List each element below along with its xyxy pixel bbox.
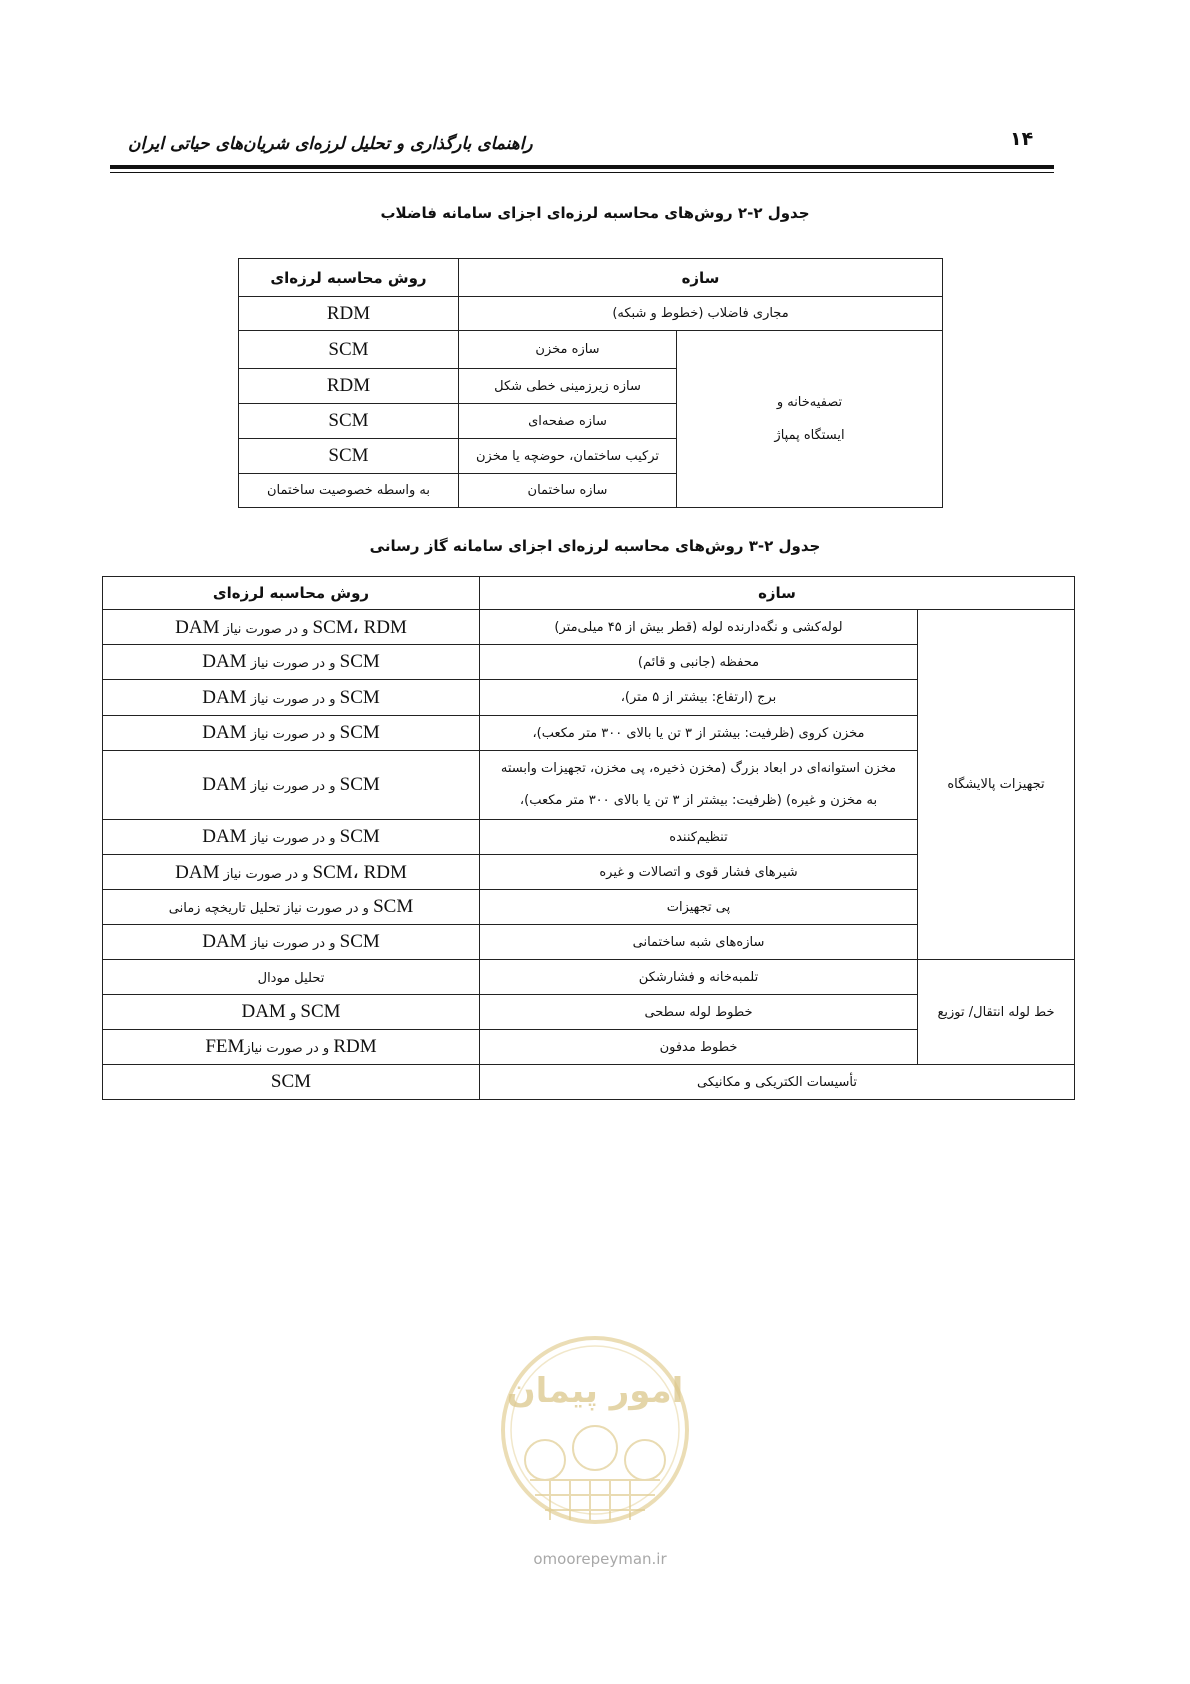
method-text: و در صورت نیاز تحلیل تاریخچه زمانی — [168, 901, 369, 916]
table2-cell-method — [103, 1030, 480, 1065]
table2-header-method: روش محاسبه لرزه‌ای — [103, 577, 480, 610]
method-latin2: DAM — [202, 774, 247, 795]
header-rule-thin — [110, 172, 1054, 173]
table2-cell-method — [103, 890, 480, 925]
table1-cell-method: به واسطه خصوصیت ساختمان — [239, 474, 459, 508]
method-text: و در صورت نیاز — [244, 1041, 330, 1056]
header-rule-thick — [110, 165, 1054, 169]
table1-header-structure: سازه — [459, 259, 943, 297]
method-latin: SCM، RDM — [312, 861, 407, 883]
table2-caption: جدول ۲-۳ روش‌های محاسبه لرزه‌ای اجزای سامانه گاز رسانی — [369, 537, 821, 555]
watermark-site: omoorepeyman.ir — [533, 1550, 667, 1568]
table2-cell-structure: تلمبه‌خانه و فشارشکن — [480, 960, 918, 995]
method-latin: SCM — [339, 722, 380, 743]
table2-cell-structure: لوله‌کشی و نگه‌دارنده لوله (قطر بیش از ۴۵ میلی‌متر) — [480, 610, 918, 645]
method-latin2: FEM — [205, 1036, 245, 1057]
table1-cell-method: RDM — [239, 297, 459, 331]
table2-group2-label: خط لوله انتقال/ توزیع — [918, 960, 1075, 1065]
method-latin2: DAM — [202, 686, 247, 708]
table2-cell-structure: برج (ارتفاع: بیشتر از ۵ متر)، — [480, 680, 918, 716]
table1-cell-structure: مجاری فاضلاب (خطوط و شبکه) — [459, 297, 943, 331]
table2-cell-method — [103, 925, 480, 960]
table1-cell-structure: ترکیب ساختمان، حوضچه یا مخزن — [459, 439, 677, 474]
method-latin2: DAM — [241, 1001, 286, 1022]
method-latin2: DAM — [202, 931, 247, 952]
method-latin: SCM — [339, 651, 380, 672]
table2-cell-structure: تنظیم‌کننده — [480, 820, 918, 855]
table-row — [239, 331, 943, 369]
table2-cell-structure: سازه‌های شبه ساختمانی — [480, 925, 918, 960]
table1-group-label — [677, 331, 943, 508]
method-latin2: DAM — [175, 861, 220, 883]
watermark-logo-text: امور پیمان — [506, 1371, 684, 1411]
table-row — [103, 1065, 1075, 1100]
running-header-title: راهنمای بارگذاری و تحلیل لرزه‌ای شریان‌های حیاتی ایران — [128, 134, 533, 154]
structure-line1: مخزن استوانه‌ای در ابعاد بزرگ (مخزن ذخیره، پی مخزن، تجهیزات وابسته — [500, 761, 897, 776]
table2-cell-method — [103, 855, 480, 890]
table2-cell-method — [103, 645, 480, 680]
method-text: و در صورت نیاز — [250, 779, 336, 794]
group-label-line2: ایستگاه پمپاژ — [774, 428, 845, 443]
method-latin2: DAM — [175, 616, 220, 638]
method-text: و — [289, 1006, 297, 1021]
method-latin: SCM — [339, 686, 380, 708]
watermark-logo — [490, 1330, 700, 1540]
table1-cell-structure: سازه صفحه‌ای — [459, 404, 677, 439]
table2-group1-label: تجهیزات پالایشگاه — [918, 610, 1075, 960]
table2-cell-structure: خطوط مدفون — [480, 1030, 918, 1065]
method-latin: SCM — [373, 896, 414, 917]
table2-cell-method — [103, 751, 480, 820]
table1-cell-method: SCM — [239, 439, 459, 474]
table2-cell-structure: تأسیسات الکتریکی و مکانیکی — [480, 1065, 1075, 1100]
method-latin: SCM، RDM — [312, 616, 407, 638]
method-latin2: DAM — [202, 722, 247, 743]
table2-cell-method — [103, 610, 480, 645]
method-text: و در صورت نیاز — [223, 866, 309, 882]
method-latin: SCM — [339, 774, 380, 795]
table2-cell-method — [103, 680, 480, 716]
table-row — [103, 610, 1075, 645]
method-text: و در صورت نیاز — [250, 831, 336, 846]
table2-header-structure: سازه — [480, 577, 1075, 610]
table2-cell-method — [103, 716, 480, 751]
table2-cell-method: SCM — [103, 1065, 480, 1100]
method-text: تحلیل مودال — [257, 971, 325, 986]
table1-caption: جدول ۲-۲ روش‌های محاسبه لرزه‌ای اجزای سامانه فاضلاب — [380, 204, 810, 222]
table2-cell-method — [103, 960, 480, 995]
table2 — [102, 576, 1075, 1100]
structure-line2: به مخزن و غیره) (ظرفیت: بیشتر از ۳ تن یا بالای ۳۰۰ متر مکعب)، — [519, 793, 878, 808]
table2-cell-structure: مخزن کروی (ظرفیت: بیشتر از ۳ تن یا بالای ۳۰۰ متر مکعب)، — [480, 716, 918, 751]
table1-header-method: روش محاسبه لرزه‌ای — [239, 259, 459, 297]
method-latin2: DAM — [202, 826, 247, 847]
method-latin: RDM — [333, 1036, 377, 1057]
table2-cell-structure: محفظه (جانبی و قائم) — [480, 645, 918, 680]
table2-cell-structure: خطوط لوله سطحی — [480, 995, 918, 1030]
method-text: و در صورت نیاز — [250, 691, 336, 707]
table-row — [103, 960, 1075, 995]
group-label-line1: تصفیه‌خانه و — [776, 395, 843, 410]
method-text: و در صورت نیاز — [250, 656, 336, 671]
method-latin: SCM — [339, 826, 380, 847]
table2-cell-structure — [480, 751, 918, 820]
page-number: ۱۴ — [1010, 128, 1034, 150]
method-latin2: DAM — [202, 651, 247, 672]
method-latin: SCM — [300, 1001, 341, 1022]
method-text: و در صورت نیاز — [250, 936, 336, 951]
method-text: و در صورت نیاز — [250, 727, 336, 742]
table1-cell-method: RDM — [239, 369, 459, 404]
method-text: و در صورت نیاز — [223, 621, 309, 637]
table2-cell-method — [103, 995, 480, 1030]
table1-cell-method: SCM — [239, 404, 459, 439]
table1-cell-structure: سازه زیرزمینی خطی شکل — [459, 369, 677, 404]
table1-cell-structure: سازه مخزن — [459, 331, 677, 369]
table1-cell-method: SCM — [239, 331, 459, 369]
table1 — [238, 258, 943, 508]
table2-cell-method — [103, 820, 480, 855]
table2-cell-structure: شیرهای فشار قوی و اتصالات و غیره — [480, 855, 918, 890]
table-row — [239, 297, 943, 331]
table2-cell-structure: پی تجهیزات — [480, 890, 918, 925]
table1-cell-structure: سازه ساختمان — [459, 474, 677, 508]
method-latin: SCM — [339, 931, 380, 952]
